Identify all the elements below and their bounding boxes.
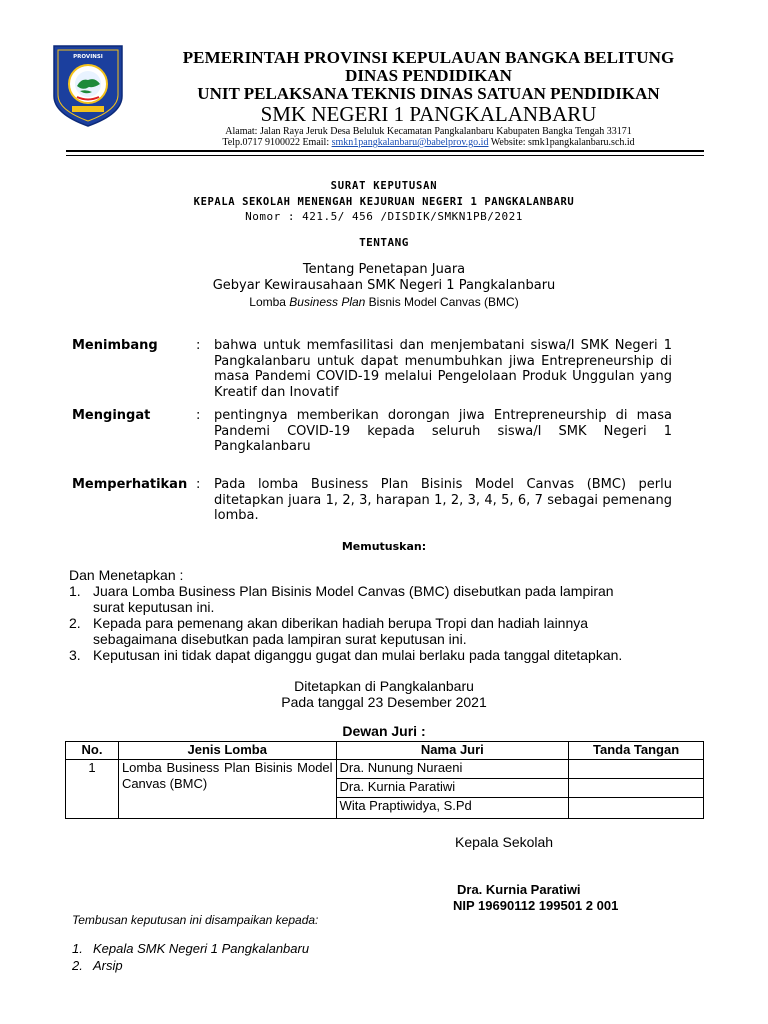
cell-judge-2: Dra. Kurnia Paratiwi xyxy=(336,779,569,798)
text-menimbang: bahwa untuk memfasilitasi dan menjembatani siswa/I SMK Negeri 1 Pangkalanbaru untuk dapat menumbuhkan jiwa Entrepreneurship di masa Pandemi COVID-19 melalui Pengelolaan Produk Unggulan yang Kreatif dan Inovatif xyxy=(214,338,672,400)
decision-place: Ditetapkan di Pangkalanbaru xyxy=(294,678,474,694)
subject-line-3-b: Business Plan xyxy=(289,295,366,309)
label-menimbang: Menimbang xyxy=(72,338,158,353)
decision-item-3-num: 3. xyxy=(69,647,81,663)
subject-line-3-a: Lomba xyxy=(249,295,290,309)
cc-heading: Tembusan keputusan ini disampaikan kepada: xyxy=(72,913,319,927)
table-row xyxy=(66,760,704,779)
decision-item-2-line1: Kepada para pemenang akan diberikan hadiah berupa Tropi dan hadiah lainnya xyxy=(93,615,589,631)
cell-signature-3 xyxy=(569,798,704,819)
col-header-competition: Jenis Lomba xyxy=(118,742,336,760)
jury-heading: Dewan Juri : xyxy=(342,723,426,739)
jury-table xyxy=(65,741,704,819)
doc-type: SURAT KEPUTUSAN xyxy=(330,180,438,192)
contact-phone: Telp.0717 9100022 Email: xyxy=(222,137,332,148)
text-memperhatikan: Pada lomba Business Plan Bisinis Model Canvas (BMC) perlu ditetapkan juara 1, 2, 3, harapan 1, 2, 3, 4, 5, 6, 7 sebagai pemenang lomba. xyxy=(214,477,672,523)
signer-nip: NIP 19690112 199501 2 001 xyxy=(453,898,619,913)
cc-item-1-text: Kepala SMK Negeri 1 Pangkalanbaru xyxy=(93,941,310,956)
svg-text:PROVINSI: PROVINSI xyxy=(73,54,103,60)
decision-item-1-line2: surat keputusan ini. xyxy=(93,599,215,615)
unit-name: UNIT PELAKSANA TEKNIS DINAS SATUAN PENDIDIKAN xyxy=(197,84,660,103)
doc-issuer: KEPALA SEKOLAH MENENGAH KEJURUAN NEGERI 1 PANGKALANBARU xyxy=(193,196,575,208)
doc-number: Nomor : 421.5/ 456 /DISDIK/SMKN1PB/2021 xyxy=(245,210,523,223)
header-rule-thin xyxy=(66,155,704,156)
label-memperhatikan: Memperhatikan xyxy=(72,477,188,492)
cell-no: 1 xyxy=(66,760,119,819)
email-link[interactable]: smkn1pangkalanbaru@babelprov.go.id xyxy=(331,137,489,148)
cell-competition: Lomba Business Plan Bisinis Model Canvas (BMC) xyxy=(118,760,336,819)
text-mengingat: pentingnya memberikan dorongan jiwa Entrepreneurship di masa Pandemi COVID-19 kepada seluruh siswa/I SMK Negeri 1 Pangkalanbaru xyxy=(214,408,672,454)
signer-position: Kepala Sekolah xyxy=(455,834,554,850)
signer-name: Dra. Kurnia Paratiwi xyxy=(457,882,581,897)
cell-signature-2 xyxy=(569,779,704,798)
header-rule-thick xyxy=(66,150,704,152)
decision-item-3-line1: Keputusan ini tidak dapat diganggu gugat dan mulai berlaku pada tanggal ditetapkan. xyxy=(93,647,623,663)
cell-judge-1: Dra. Nunung Nuraeni xyxy=(336,760,569,779)
subject-line-2: Gebyar Kewirausahaan SMK Negeri 1 Pangkalanbaru xyxy=(212,278,556,293)
about-label: TENTANG xyxy=(359,236,409,249)
decision-item-2-line2: sebagaimana disebutkan pada lampiran surat keputusan ini. xyxy=(93,631,467,647)
cc-item-2-num: 2. xyxy=(72,958,83,973)
decision-intro: Dan Menetapkan : xyxy=(69,567,184,583)
jury-table-header xyxy=(66,742,704,760)
cc-item-1-num: 1. xyxy=(72,941,83,956)
col-header-judge: Nama Juri xyxy=(336,742,569,760)
label-mengingat: Mengingat xyxy=(72,408,151,423)
colon-memperhatikan: : xyxy=(196,477,201,492)
colon-mengingat: : xyxy=(196,408,201,423)
subject-line-3 xyxy=(60,295,708,309)
cell-signature-1 xyxy=(569,760,704,779)
department-name: DINAS PENDIDIKAN xyxy=(345,66,512,85)
government-name: PEMERINTAH PROVINSI KEPULAUAN BANGKA BELITUNG xyxy=(182,48,675,67)
school-contact xyxy=(165,137,692,148)
cc-item-2-text: Arsip xyxy=(93,958,123,973)
school-address: Alamat: Jalan Raya Jeruk Desa Beluluk Kecamatan Pangkalanbaru Kabupaten Bangka Tengah 33171 xyxy=(225,126,632,137)
colon-menimbang: : xyxy=(196,338,201,353)
decision-date: Pada tanggal 23 Desember 2021 xyxy=(281,694,487,710)
decision-item-1-line1: Juara Lomba Business Plan Bisinis Model Canvas (BMC) disebutkan pada lampiran xyxy=(93,583,614,599)
province-logo xyxy=(50,44,126,128)
subject-line-3-c: Bisnis Model Canvas (BMC) xyxy=(365,295,519,309)
subject-line-1: Tentang Penetapan Juara xyxy=(302,262,466,277)
decision-heading: Memutuskan: xyxy=(341,540,427,553)
col-header-signature: Tanda Tangan xyxy=(569,742,704,760)
cell-judge-3: Wita Praptiwidya, S.Pd xyxy=(336,798,569,819)
decision-item-2-num: 2. xyxy=(69,615,81,631)
school-name: SMK NEGERI 1 PANGKALANBARU xyxy=(260,102,597,126)
decision-item-1-num: 1. xyxy=(69,583,81,599)
col-header-no: No. xyxy=(66,742,119,760)
contact-website: Website: smk1pangkalanbaru.sch.id xyxy=(488,137,635,148)
